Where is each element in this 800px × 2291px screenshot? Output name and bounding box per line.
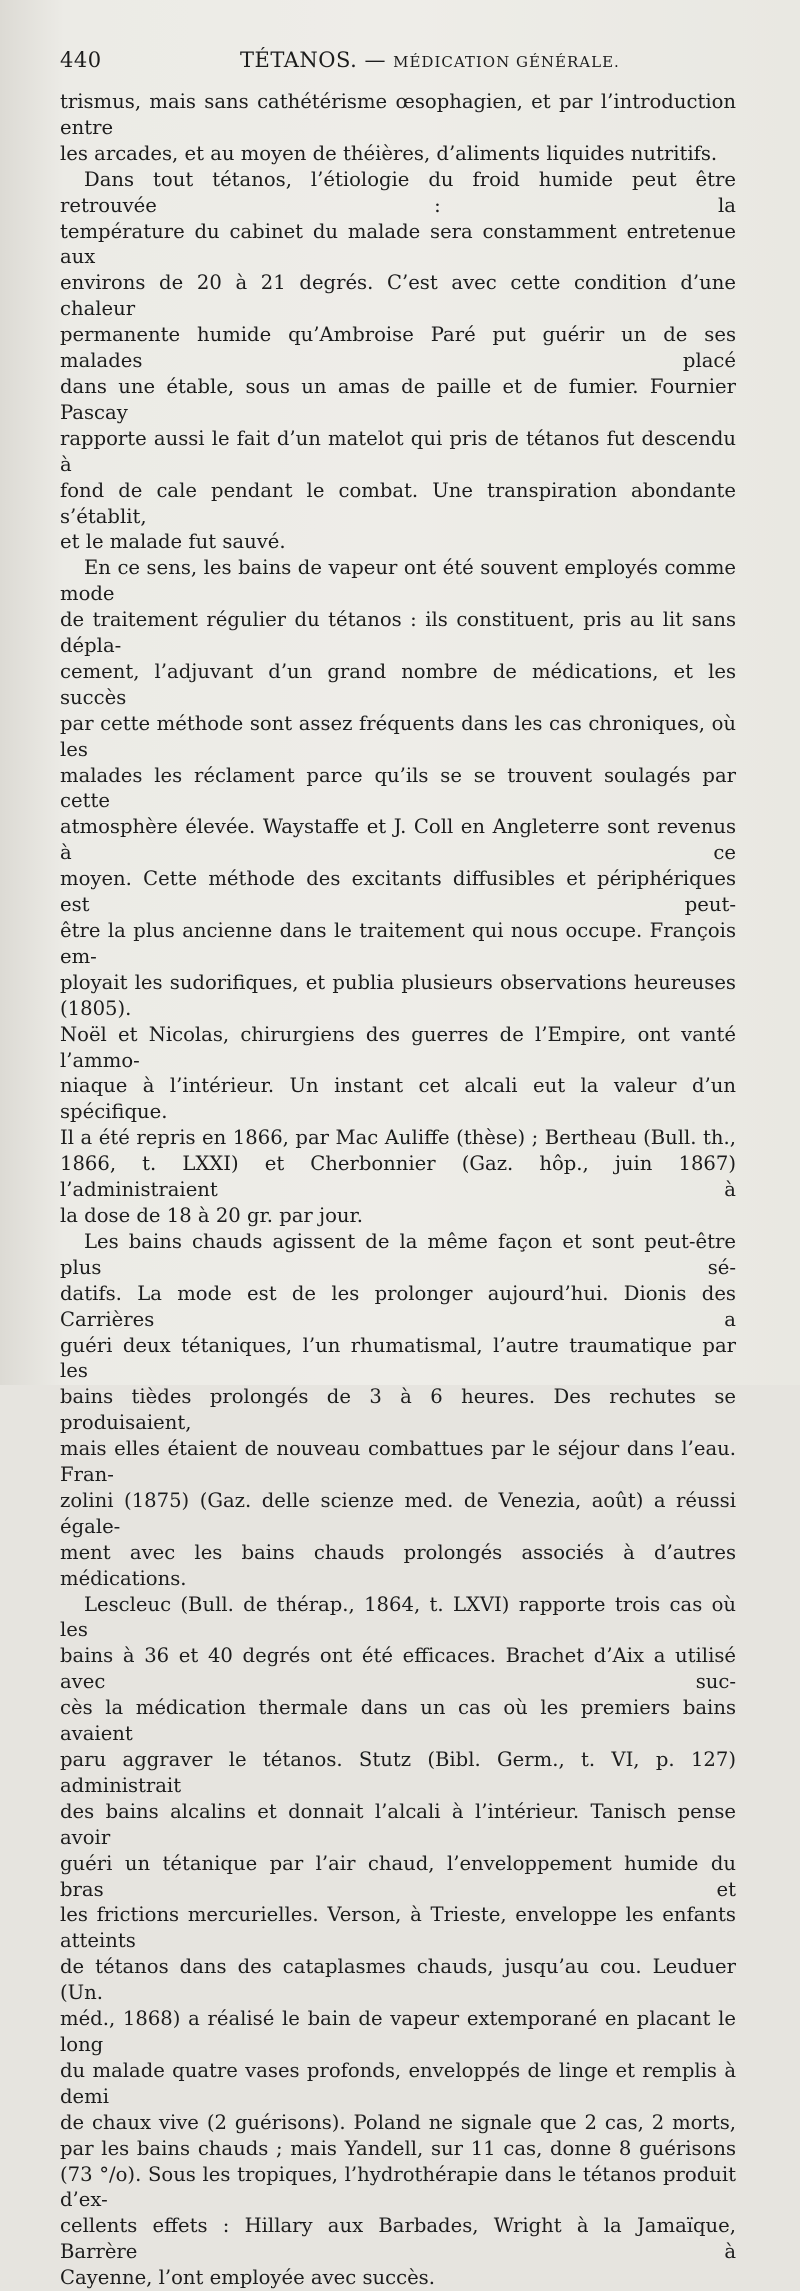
page-body-text [60,89,736,2291]
text-line: par les bains chauds ; mais Yandell, sur 11 cas, donne 8 guérisons [60,2136,736,2160]
text-line: guéri deux tétaniques, l’un rhumatismal, l’autre traumatique par les [60,1333,736,1383]
text-line: datifs. La mode est de les prolonger aujourd’hui. Dionis des Carrières a [60,1281,736,1331]
paragraph [60,1592,736,2291]
text-line: cellents effets : Hillary aux Barbades, Wright à la Jamaïque, Barrère à [60,2214,736,2264]
paragraph [60,167,736,556]
text-line: moyen. Cette méthode des excitants diffusibles et périphériques est peut- [60,867,736,917]
text-line: Dans tout tétanos, l’étiologie du froid humide peut être retrouvée : la [60,167,736,217]
text-line: En ce sens, les bains de vapeur ont été souvent employés comme mode [60,556,736,606]
text-line: des bains alcalins et donnait l’alcali à l’intérieur. Tanisch pense avoir [60,1799,736,1849]
text-line: température du cabinet du malade sera constamment entretenue aux [60,219,736,269]
text-line: mais elles étaient de nouveau combattues par le séjour dans l’eau. Fran- [60,1437,736,1487]
text-line: du malade quatre vases profonds, enveloppés de linge et remplis à demi [60,2058,736,2108]
text-line: (73 °/o). Sous les tropiques, l’hydrothérapie dans le tétanos produit d’ex- [60,2162,736,2212]
text-line: Il a été repris en 1866, par Mac Auliffe (thèse) ; Bertheau (Bull. th., [60,1126,736,1150]
text-line: ment avec les bains chauds prolongés associés à d’autres médications. [60,1540,736,1590]
text-line: de traitement régulier du tétanos : ils constituent, pris au lit sans dépla- [60,608,736,658]
text-line: les frictions mercurielles. Verson, à Trieste, enveloppe les enfants atteints [60,1903,736,1953]
chapter-title [240,48,620,72]
text-line: paru aggraver le tétanos. Stutz (Bibl. Germ., t. VI, p. 127) administrait [60,1748,736,1797]
text-line: ployait les sudorifiques, et publia plusieurs observations heureuses (1805). [60,970,736,1020]
text-line: et le malade fut sauvé. [60,530,286,554]
text-line: Les bains chauds agissent de la même façon et sont peut-être plus sé- [60,1229,736,1279]
text-line: les arcades, et au moyen de théières, d’aliments liquides nutritifs. [60,141,718,165]
text-line: guéri un tétanique par l’air chaud, l’enveloppement humide du bras et [60,1851,736,1901]
text-line: méd., 1868) a réalisé le bain de vapeur extemporané en placant le long [60,2007,736,2056]
text-line: de chaux vive (2 guérisons). Poland ne signale que 2 cas, 2 morts, [60,2110,736,2134]
text-line: atmosphère élevée. Waystaffe et J. Coll en Angleterre sont revenus à ce [60,815,736,865]
text-line: dans une étable, sous un amas de paille et de fumier. Fournier Pascay [60,374,736,424]
text-line: environs de 20 à 21 degrés. C’est avec cette condition d’une chaleur [60,271,736,321]
text-line: cement, l’adjuvant d’un grand nombre de médications, et les succès [60,659,736,709]
text-line: Lescleuc (Bull. de thérap., 1864, t. LXVI) rapporte trois cas où les [60,1592,736,1642]
text-line: permanente humide qu’Ambroise Paré put guérir un de ses malades placé [60,323,736,373]
text-line: 1866, t. LXXI) et Cherbonnier (Gaz. hôp., juin 1867) l’administraient à [60,1152,736,1202]
text-line: bains à 36 et 40 degrés ont été efficaces. Brachet d’Aix a utilisé avec suc- [60,1644,736,1694]
paragraph [60,555,736,1229]
text-line: niaque à l’intérieur. Un instant cet alcali eut la valeur d’un spécifique. [60,1074,736,1124]
text-line: fond de cale pendant le combat. Une transpiration abondante s’établit, [60,478,736,528]
paragraph [60,1229,736,1592]
text-line: Cayenne, l’ont employée avec succès. [60,2266,435,2290]
text-line: bains tièdes prolongés de 3 à 6 heures. Des rechutes se produisaient, [60,1385,736,1435]
running-header [60,48,736,82]
text-line: malades les réclament parce qu’ils se se trouvent soulagés par cette [60,763,736,813]
text-line: par cette méthode sont assez fréquents dans les cas chroniques, où les [60,711,736,761]
text-line: la dose de 18 à 20 gr. par jour. [60,1203,363,1227]
text-line: être la plus ancienne dans le traitement qui nous occupe. François em- [60,919,736,968]
text-line: cès la médication thermale dans un cas où les premiers bains avaient [60,1696,736,1746]
chapter-title-main: TÉTANOS. — [240,48,394,72]
text-line: de tétanos dans des cataplasmes chauds, jusqu’au cou. Leuduer (Un. [60,1955,736,2005]
paragraph [60,89,736,167]
page-number: 440 [60,48,102,72]
text-line: rapporte aussi le fait d’un matelot qui pris de tétanos fut descendu à [60,426,736,476]
chapter-subtitle: MÉDICATION GÉNÉRALE. [393,53,620,71]
text-line: zolini (1875) (Gaz. delle scienze med. de Venezia, août) a réussi égale- [60,1488,736,1538]
text-line: Noël et Nicolas, chirurgiens des guerres de l’Empire, ont vanté l’ammo- [60,1022,736,1072]
text-line: trismus, mais sans cathétérisme œsophagien, et par l’introduction entre [60,90,736,139]
